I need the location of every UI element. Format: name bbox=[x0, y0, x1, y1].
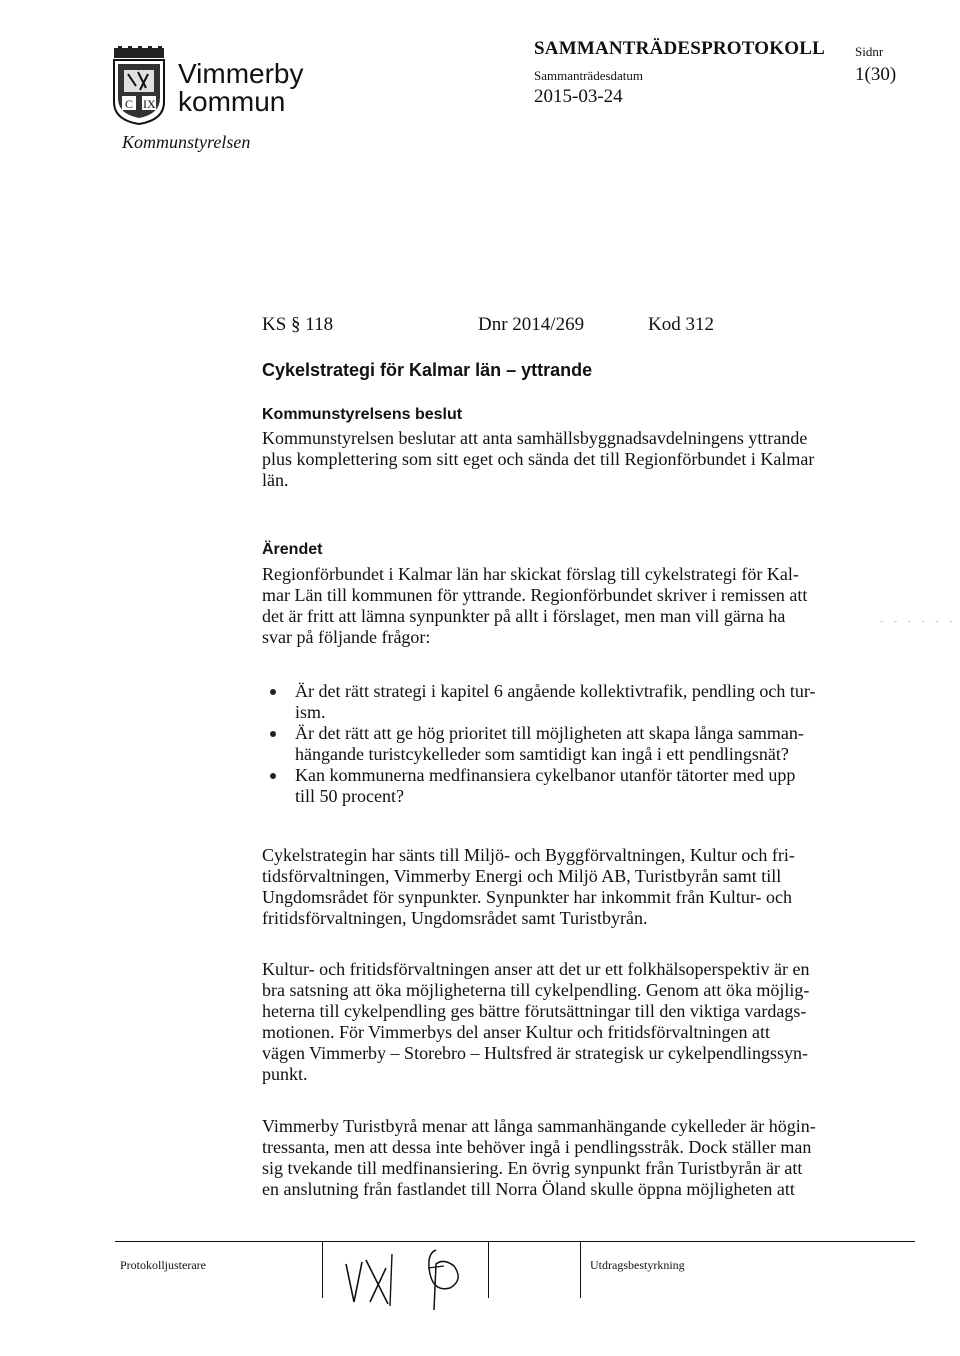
body-paragraph bbox=[262, 1116, 862, 1200]
bullet-icon bbox=[270, 731, 276, 737]
document-title: SAMMANTRÄDESPROTOKOLL bbox=[534, 38, 825, 59]
scan-artifact-dashes: - - - - - - bbox=[880, 616, 957, 627]
list-item bbox=[270, 681, 870, 723]
org-line-2: kommun bbox=[178, 86, 286, 117]
text-line: till 50 procent? bbox=[295, 786, 404, 806]
org-unit: Kommunstyrelsen bbox=[122, 132, 251, 152]
text-line: Kommunstyrelsen beslutar att anta samhällsbyggnadsavdelningens yttrande bbox=[262, 428, 808, 448]
page-number-value: 1(30) bbox=[855, 64, 897, 85]
text-line: Ungdomsrådet för synpunkter. Synpunkter har inkommit från Kultur- och bbox=[262, 887, 793, 907]
text-line: ism. bbox=[295, 702, 326, 722]
matter-heading: Ärendet bbox=[262, 541, 323, 558]
text-line: plus komplettering som sitt eget och sända det till Regionförbundet i Kalmar bbox=[262, 449, 815, 469]
text-line: Regionförbundet i Kalmar län har skickat förslag till cykelstrategi för Kal- bbox=[262, 564, 799, 584]
footer-column-divider bbox=[580, 1242, 581, 1298]
text-line: Kan kommunerna medfinansiera cykelbanor utanför tätorter med upp bbox=[295, 765, 796, 785]
decision-heading: Kommunstyrelsens beslut bbox=[262, 406, 463, 423]
case-title: Cykelstrategi för Kalmar län – yttrande bbox=[262, 360, 593, 380]
svg-text:IX: IX bbox=[143, 97, 156, 111]
text-line: tressanta, men att dessa inte behöver ingå i pendlingsstråk. Dock ställer man bbox=[262, 1137, 812, 1157]
body-paragraph bbox=[262, 845, 862, 929]
list-item bbox=[270, 723, 870, 765]
page-number-label: Sidnr bbox=[855, 44, 884, 59]
text-line: Cykelstrategin har sänts till Miljö- och Byggförvaltningen, Kultur och fri- bbox=[262, 845, 795, 865]
org-line-1: Vimmerby bbox=[178, 58, 304, 89]
text-line: heterna till cykelpendling ges bättre förutsättningar till den viktiga vardags- bbox=[262, 1001, 807, 1021]
ks-paragraph-number: KS § 118 bbox=[262, 314, 334, 335]
footer-divider bbox=[115, 1241, 915, 1242]
text-line: punkt. bbox=[262, 1064, 308, 1084]
municipal-coat-of-arms-icon bbox=[110, 46, 168, 126]
text-line: sig tvekande till medfinansiering. En övrig synpunkt från Turistbyrån är att bbox=[262, 1158, 803, 1178]
svg-text:C: C bbox=[125, 97, 134, 111]
text-line: fritidsförvaltningen, Ungdomsrådet samt Turistbyrån. bbox=[262, 908, 648, 928]
meeting-date-value: 2015-03-24 bbox=[534, 86, 623, 107]
bullet-icon bbox=[270, 689, 276, 695]
question-list bbox=[270, 681, 870, 807]
text-line: vägen Vimmerby – Storebro – Hultsfred är strategisk ur cykelpendlingssyn- bbox=[262, 1043, 808, 1063]
text-line: mar Län till kommunen för yttrande. Regionförbundet skriver i remissen att bbox=[262, 585, 808, 605]
minutes-adjuster-label: Protokolljusterare bbox=[120, 1258, 206, 1272]
body-paragraph bbox=[262, 959, 862, 1085]
text-line: bra satsning att öka möjligheterna till cykelpendling. Genom att öka möjlig- bbox=[262, 980, 810, 1000]
case-code: Kod 312 bbox=[648, 314, 714, 335]
meeting-date-label: Sammanträdesdatum bbox=[534, 68, 644, 83]
text-line: Är det rätt strategi i kapitel 6 angående kollektivtrafik, pendling och tur- bbox=[295, 681, 816, 701]
text-line: motionen. För Vimmerbys del anser Kultur och fritidsförvaltningen att bbox=[262, 1022, 770, 1042]
text-line: det är fritt att lämna synpunkter på allt i förslaget, men man vill gärna ha bbox=[262, 606, 786, 626]
text-line: Är det rätt att ge hög prioritet till möjligheten att skapa långa samman- bbox=[295, 723, 804, 743]
text-line: län. bbox=[262, 470, 289, 490]
diary-number: Dnr 2014/269 bbox=[478, 314, 585, 335]
list-item bbox=[270, 765, 870, 807]
text-line: en anslutning från fastlandet till Norra Öland skulle öppna möjligheten att bbox=[262, 1179, 795, 1199]
matter-text bbox=[262, 564, 862, 648]
bullet-icon bbox=[270, 773, 276, 779]
extract-certification-label: Utdragsbestyrkning bbox=[590, 1258, 685, 1272]
footer-column-divider bbox=[322, 1242, 323, 1298]
text-line: tidsförvaltningen, Vimmerby Energi och Miljö AB, Turistbyrån samt till bbox=[262, 866, 782, 886]
organization-name bbox=[178, 60, 304, 116]
text-line: Kultur- och fritidsförvaltningen anser att det ur ett folkhälsoperspektiv är en bbox=[262, 959, 810, 979]
text-line: Vimmerby Turistbyrå menar att långa sammanhängande cykelleder är högin- bbox=[262, 1116, 816, 1136]
decision-text bbox=[262, 428, 862, 491]
text-line: hängande turistcykelleder som samtidigt kan ingå i ett pendlingsnät? bbox=[295, 744, 789, 764]
handwritten-signature-icon bbox=[340, 1244, 490, 1314]
text-line: svar på följande frågor: bbox=[262, 627, 431, 647]
